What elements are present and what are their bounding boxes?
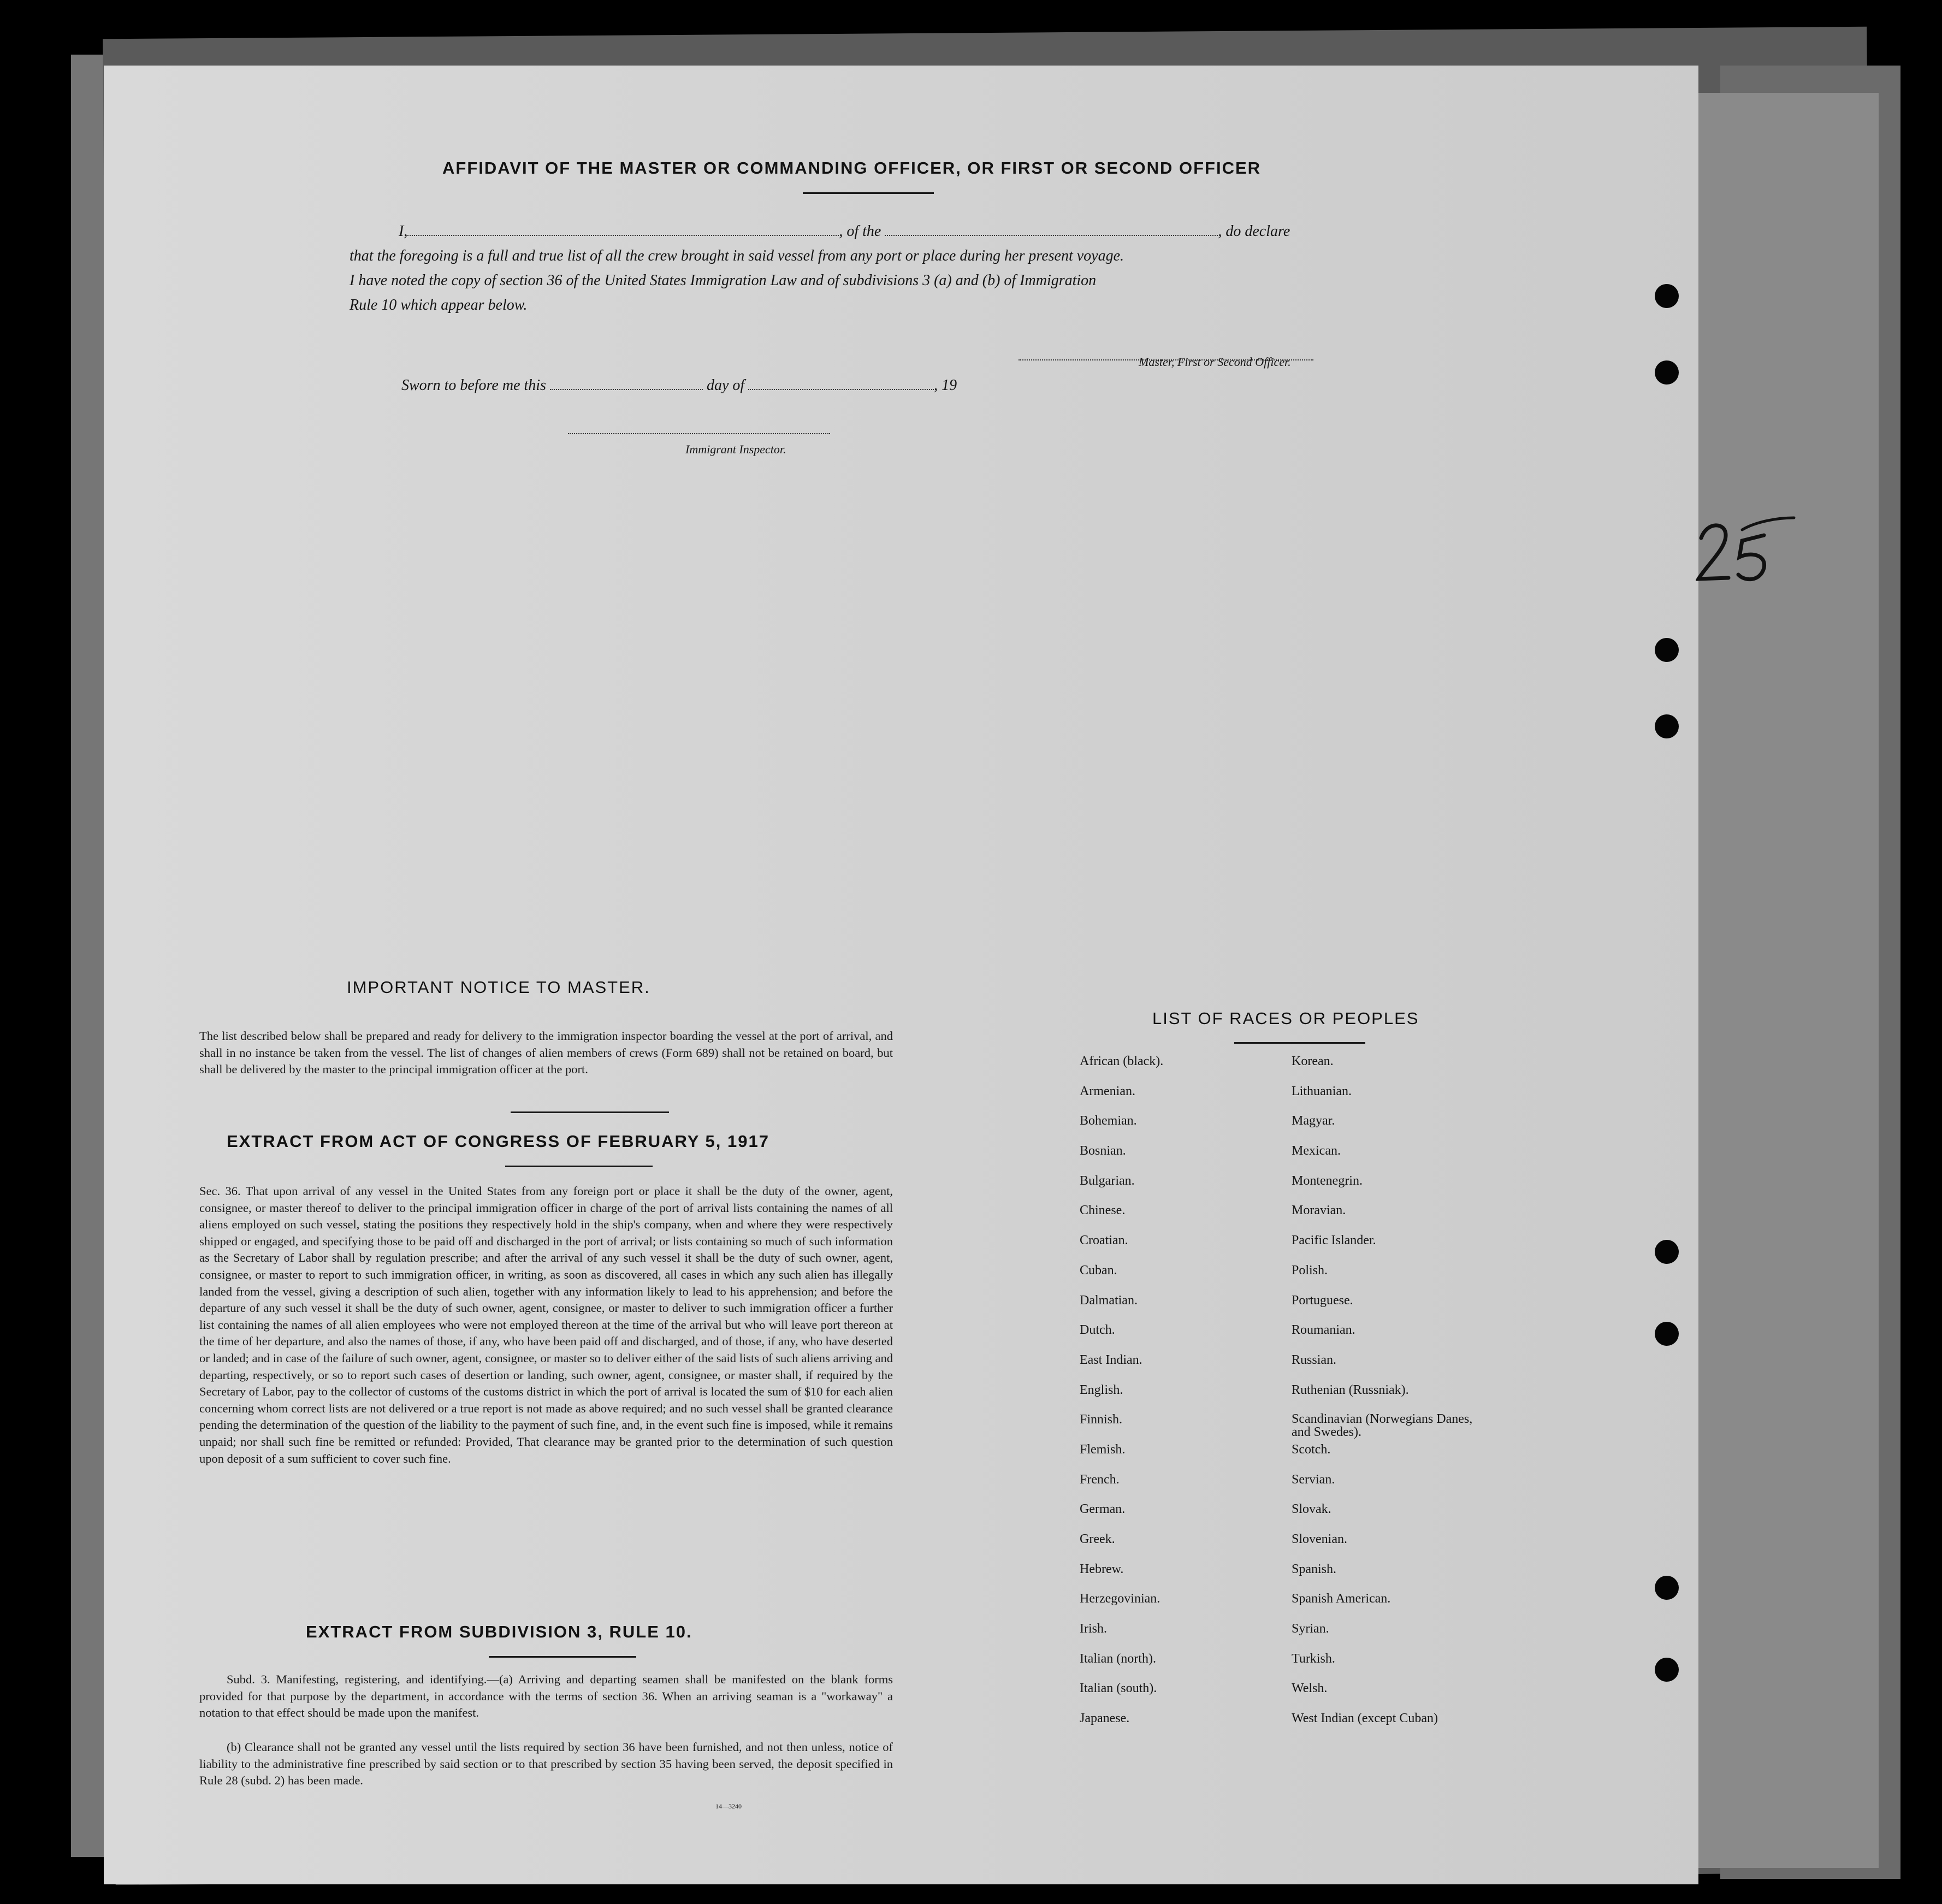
title-underline xyxy=(803,192,934,194)
race-list-item: Croatian. xyxy=(1080,1233,1128,1248)
race-list-item: Irish. xyxy=(1080,1622,1107,1636)
section-divider xyxy=(511,1111,669,1113)
inspector-signature-blank[interactable] xyxy=(568,423,830,434)
race-list-item: Spanish American. xyxy=(1292,1592,1391,1606)
sworn-day-blank[interactable] xyxy=(550,379,703,390)
affidavit-i: I, xyxy=(399,223,408,240)
punch-hole-icon xyxy=(1655,1240,1679,1264)
handwritten-page-number xyxy=(1696,513,1805,601)
race-list-item: African (black). xyxy=(1080,1054,1164,1068)
race-list-item: Ruthenian (Russniak). xyxy=(1292,1382,1409,1397)
sworn-line xyxy=(401,377,957,394)
race-list-item: Finnish. xyxy=(1080,1412,1123,1427)
form-number: 14—3240 xyxy=(715,1802,742,1810)
race-list-item: Spanish. xyxy=(1292,1562,1337,1576)
affidavit-declare: , do declare xyxy=(1218,223,1290,240)
race-list-item: Pacific Islander. xyxy=(1292,1233,1376,1248)
title-underline xyxy=(489,1656,636,1658)
race-list-item: Korean. xyxy=(1292,1054,1334,1068)
race-list-item: Flemish. xyxy=(1080,1442,1126,1457)
race-list-item: Cuban. xyxy=(1080,1263,1117,1278)
affidavit-line-3: I have noted the copy of section 36 of the United States Immigration Law and of subdivisions 3 (a) and (b) of Immigration xyxy=(350,272,1097,289)
punch-hole-icon xyxy=(1655,1658,1679,1682)
sworn-prefix: Sworn to before me this xyxy=(401,377,546,394)
vessel-blank[interactable] xyxy=(885,225,1218,236)
race-list-item: Armenian. xyxy=(1080,1084,1135,1098)
rule-extract-title: EXTRACT FROM SUBDIVISION 3, RULE 10. xyxy=(306,1622,692,1641)
races-title: LIST OF RACES OR PEOPLES xyxy=(1152,1009,1419,1028)
punch-hole-icon xyxy=(1655,1576,1679,1600)
document-page xyxy=(104,66,1698,1884)
affidavit-of-the: , of the xyxy=(839,223,881,240)
races-left-column xyxy=(1080,1054,1163,1741)
notice-title: IMPORTANT NOTICE TO MASTER. xyxy=(347,978,650,997)
affidavit-title: AFFIDAVIT OF THE MASTER OR COMMANDING OFFICER, OR FIRST OR SECOND OFFICER xyxy=(442,158,1262,178)
affidavit-line-1 xyxy=(399,223,1290,240)
race-list-item: Dutch. xyxy=(1080,1323,1115,1338)
act-extract-text: Sec. 36. That upon arrival of any vessel in the United States from any foreign port or place it shall be the duty of the owner, agent, consignee, or master thereof to deliver to the principal immigration officer in charge of the port of arrival lists containing the names of all aliens employed on such vessel, stating the positions they respectively hold in the ship's company, when and where they were respectively shipped or engaged, and specifying those to be paid off and discharged in the port of arrival; or lists containing so much of such information as the Secretary of Labor shall by regulation prescribe; and after the arrival of any such vessel it shall be the duty of such owner, agent, consignee, or master to report to such immigration officer, in writing, as soon as discovered, all cases in which any such alien has illegally landed from the vessel, giving a description of such alien, together with any information likely to lead to his apprehension; and before the departure of any such vessel it shall be the duty of such owner, agent, consignee, or master to deliver to such immigration officer a further list containing the names of all alien employees who were not employed thereon at the time of the arrival but who will leave port thereon at the time of her departure, and also the names of those, if any, who have been paid off and discharged, and of those, if any, who have deserted or landed; and in case of the failure of such owner, agent, consignee, or master so to deliver either of the said lists of such aliens arriving and departing, respectively, or so to report such cases of desertion or landing, such owner, agent, consignee, or master shall, if required by the Secretary of Labor, pay to the collector of customs of the customs district in which the port of arrival is located the sum of $10 for each alien concerning whom correct lists are not delivered or a true report is not made as above required; and no such vessel shall be granted clearance pending the determination of the question of the liability to the payment of such fine, and, in the event such fine is imposed, while it remains unpaid; nor shall such fine be remitted or refunded: Provided, That clearance may be granted prior to the determination of such question upon deposit of a sum sufficient to cover such fine. xyxy=(199,1184,893,1465)
sworn-year-label: , 19 xyxy=(934,377,957,394)
race-list-item: Hebrew. xyxy=(1080,1562,1124,1576)
race-list-item: Bulgarian. xyxy=(1080,1173,1135,1188)
race-list-item: Herzegovinian. xyxy=(1080,1592,1161,1606)
title-underline xyxy=(1234,1042,1365,1044)
race-list-item: Welsh. xyxy=(1292,1681,1328,1696)
race-list-item: Slovak. xyxy=(1292,1502,1331,1517)
race-list-item: Bohemian. xyxy=(1080,1114,1137,1128)
punch-hole-icon xyxy=(1655,360,1679,385)
race-list-item: German. xyxy=(1080,1502,1126,1517)
inspector-label: Immigrant Inspector. xyxy=(685,442,786,456)
race-list-item: Servian. xyxy=(1292,1472,1335,1487)
punch-hole-icon xyxy=(1655,1322,1679,1346)
name-blank[interactable] xyxy=(407,225,839,236)
race-list-item: Greek. xyxy=(1080,1532,1115,1546)
race-list-item: Montenegrin. xyxy=(1292,1173,1363,1188)
rule-para-a: Subd. 3. Manifesting, registering, and identifying.—(a) Arriving and departing seamen shall be manifested on the blank forms provided for that purpose by the department, in accordance with the terms of section 36. When an arriving seaman is a "workaway" a notation to that effect should be made upon the manifest. xyxy=(199,1672,893,1720)
race-list-item: French. xyxy=(1080,1472,1120,1487)
race-list-item: Moravian. xyxy=(1292,1203,1346,1218)
affidavit-line-2: that the foregoing is a full and true list of all the crew brought in said vessel from any port or place during her present voyage. xyxy=(350,247,1124,264)
race-list-item: Lithuanian. xyxy=(1292,1084,1352,1098)
race-list-item: Turkish. xyxy=(1292,1651,1335,1666)
punch-hole-icon xyxy=(1655,638,1679,662)
race-list-item: Italian (north). xyxy=(1080,1651,1156,1666)
race-list-item: Dalmatian. xyxy=(1080,1293,1138,1308)
sworn-day-label: day of xyxy=(706,377,745,394)
race-list-item: Japanese. xyxy=(1080,1711,1130,1726)
rule-para-b: (b) Clearance shall not be granted any vessel until the lists required by section 36 have been furnished, and not then unless, notice of liability to the administrative fine prescribed by said section or to that prescribed by section 35 having been served, the deposit specified in Rule 28 (subd. 2) has been made. xyxy=(199,1740,893,1788)
punch-hole-icon xyxy=(1655,714,1679,738)
race-list-item: Magyar. xyxy=(1292,1114,1335,1128)
race-list-item: Syrian. xyxy=(1292,1622,1329,1636)
race-list-item: Italian (south). xyxy=(1080,1681,1157,1696)
act-extract-title: EXTRACT FROM ACT OF CONGRESS OF FEBRUARY 5, 1917 xyxy=(227,1132,769,1151)
affidavit-line-4: Rule 10 which appear below. xyxy=(350,297,528,314)
race-list-item: Mexican. xyxy=(1292,1144,1341,1158)
races-right-column xyxy=(1292,1054,1488,1741)
race-list-item: East Indian. xyxy=(1080,1352,1142,1367)
race-list-item: Scandinavian (Norwegians Danes, and Swedes). xyxy=(1292,1412,1473,1440)
race-list-item: Chinese. xyxy=(1080,1203,1126,1218)
title-underline xyxy=(505,1166,653,1167)
race-list-item: English. xyxy=(1080,1382,1123,1397)
punch-hole-icon xyxy=(1655,284,1679,308)
race-list-item: Scotch. xyxy=(1292,1442,1331,1457)
signature-label: Master, First or Second Officer. xyxy=(1139,355,1291,369)
race-list-item: Polish. xyxy=(1292,1263,1328,1278)
notice-text: The list described below shall be prepared and ready for delivery to the immigration inspector boarding the vessel at the port of arrival, and shall in no instance be taken from the vessel. The list of changes of alien members of crews (Form 689) shall not be retained on board, but shall be delivered by the master to the principal immigration officer at the port. xyxy=(199,1029,893,1077)
race-list-item: Russian. xyxy=(1292,1352,1337,1367)
race-list-item: Slovenian. xyxy=(1292,1532,1347,1546)
race-list-item: West Indian (except Cuban) xyxy=(1292,1711,1438,1726)
race-list-item: Portuguese. xyxy=(1292,1293,1353,1308)
race-list-item: Bosnian. xyxy=(1080,1144,1126,1158)
race-list-item: Roumanian. xyxy=(1292,1323,1355,1338)
sworn-month-blank[interactable] xyxy=(748,379,934,390)
